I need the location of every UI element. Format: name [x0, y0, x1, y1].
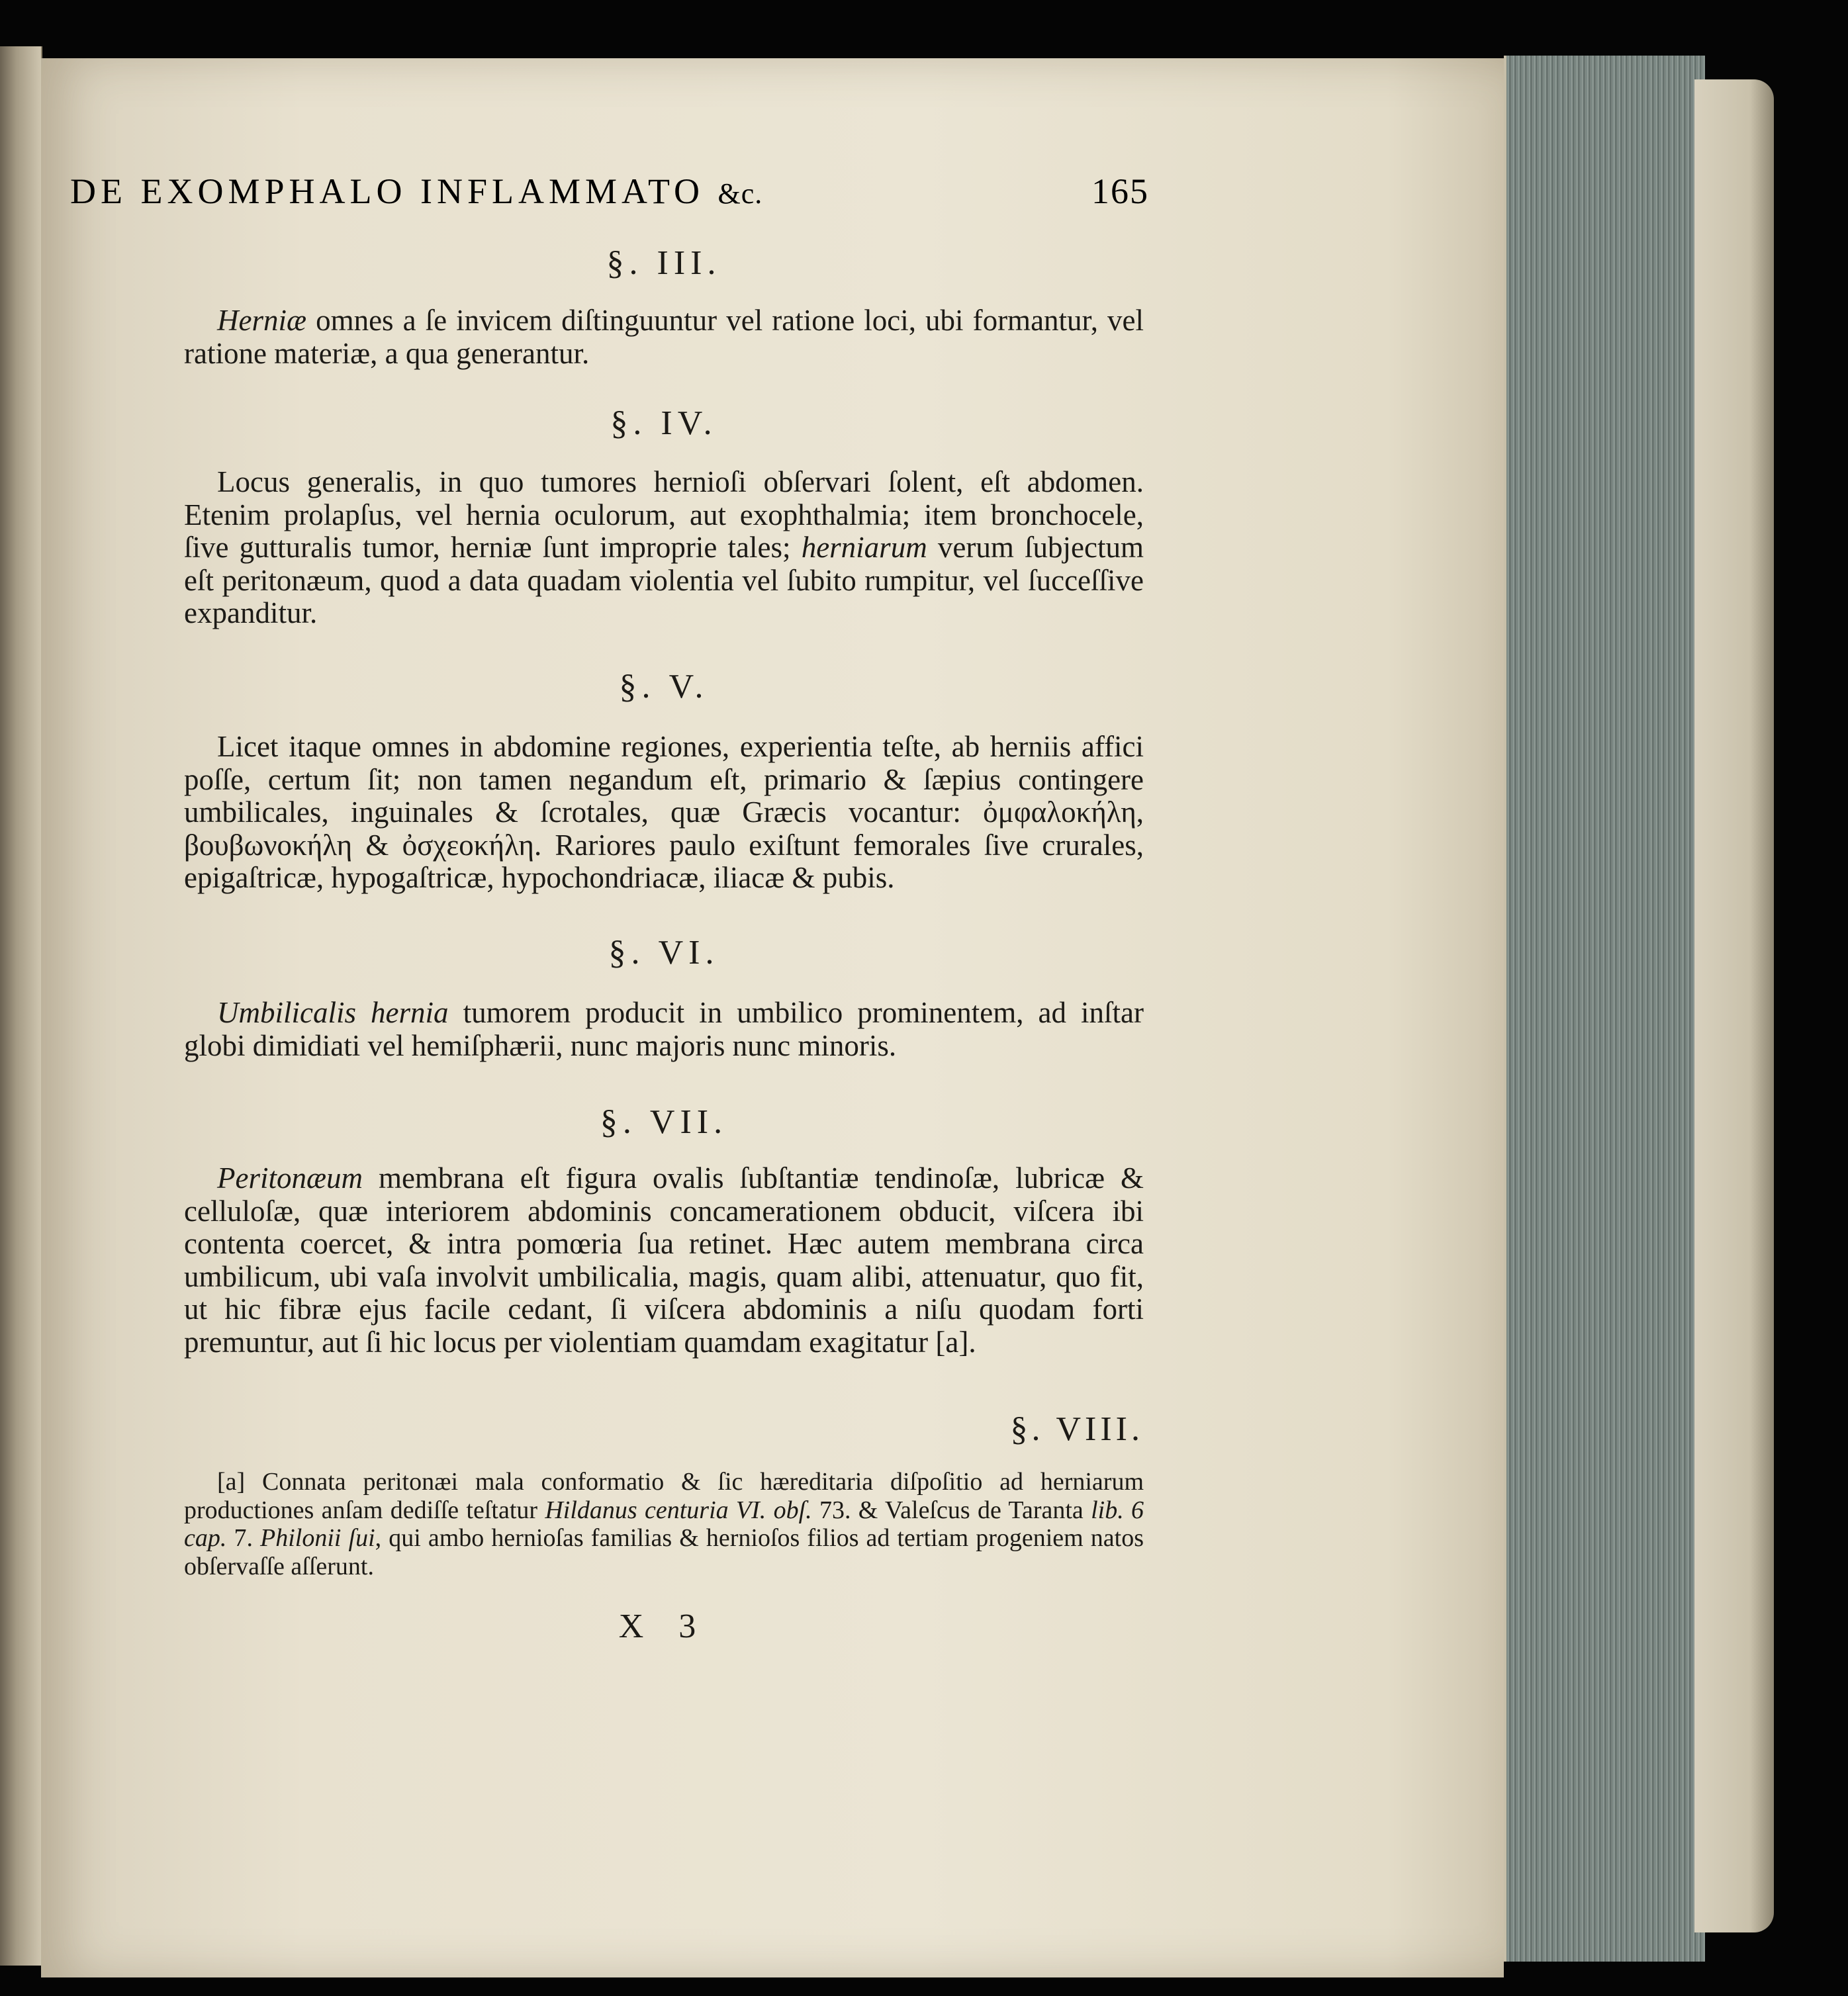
paragraph-text: tumorem producit in umbilico prominentem, ad inſtar globi dimidiati vel hemiſphærii, nunc majoris nunc minoris. [184, 996, 1144, 1062]
section-heading: §. V. [619, 668, 709, 705]
paragraph [184, 466, 1144, 630]
running-title: DE EXOMPHALO INFLAMMATO [70, 171, 705, 211]
paragraph-text: omnes a ſe invicem diſtinguuntur vel ratione loci, ubi formantur, vel ratione materiæ, a qua generantur. [184, 304, 1144, 370]
footnote-text: 7. [234, 1524, 253, 1552]
footnote-citation: Hildanus centuria VI. obſ. [545, 1496, 812, 1524]
italic-term: herniarum [801, 531, 927, 564]
paragraph-text: membrana eſt figura ovalis ſubſtantiæ tendinoſæ, lubricæ & celluloſæ, quæ interiorem abdominis concamerationem obducit, viſcera ibi contenta coercet, & intra pomœria ſua retinet. Hæc autem membrana circa umbilicum, ubi vaſa involvit umbilicalia, magis, quam alibi, attenuatur, quo fit, ut hic fibræ ejus facile cedant, ſi viſcera abdominis a niſu quodam forti premuntur, aut ſi hic locus per violentiam quamdam exagitatur [a]. [184, 1161, 1144, 1359]
paragraph-text: Locus generalis, in quo tumores hernioſi obſervari ſolent, eſt abdomen. Etenim prolapſus, vel hernia oculorum, aut exophthalmia; item bronchocele, ſive gutturalis tumor, herniæ ſunt improprie tales; [184, 465, 1144, 564]
section-heading: §. VI. [608, 934, 719, 972]
paragraph [184, 731, 1144, 895]
footnote-text: , qui ambo hernioſas familias & hernioſos filios ad tertiam progeniem natos obſervaſſe aſſerunt. [184, 1524, 1144, 1580]
footnote-text: Connata peritonæi mala conformatio & ſic hæreditaria diſpoſitio ad herniarum productiones anſam dediſſe teſtatur [184, 1468, 1144, 1524]
footnote-text: 73. & Valeſcus de Taranta [819, 1496, 1084, 1524]
running-head [70, 171, 1149, 212]
paragraph [184, 1162, 1144, 1359]
paragraph [184, 304, 1144, 370]
section-heading: §. VII. [600, 1103, 728, 1141]
page-number: 165 [1091, 171, 1149, 211]
footnote-citation: lib. 6 cap. [184, 1496, 1144, 1552]
section-heading: §. III. [606, 244, 721, 282]
paragraph-text: verum ſubjectum eſt peritonæum, quod a data quadam violentia vel ſubito rumpitur, vel ſucceſſive expanditur. [184, 531, 1144, 629]
italic-term: Peritonæum [217, 1161, 363, 1195]
italic-term: Herniæ [217, 304, 306, 337]
italic-term: Umbilicalis hernia [217, 996, 449, 1029]
section-heading: §. IV. [610, 404, 717, 442]
footnote-citation: Philonii ſui [260, 1524, 375, 1552]
page-block-edge [1504, 56, 1705, 1962]
paragraph-text: Licet itaque omnes in abdomine regiones, experientia teſte, ab herniis affici poſſe, certum ſit; non tamen negandum eſt, primario & ſæpius contingere umbilicales, inguinales & ſcrotales, quæ Græcis vocantur: ὀμφαλοκήλη, βουβωνοκήλη & ὀσχεοκήλη. Rariores paulo exiſtunt femorales ſive crurales, epigaſtricæ, hypogaſtricæ, hypochondriacæ, iliacæ & pubis. [184, 730, 1144, 894]
paragraph [184, 997, 1144, 1062]
facing-page-edge [0, 46, 42, 1966]
running-title-suffix: &c. [717, 177, 763, 210]
book-cover [1694, 79, 1774, 1932]
signature-mark: X 3 [618, 1608, 710, 1645]
footnote-marker: [a] [217, 1468, 246, 1496]
footnote [184, 1468, 1144, 1580]
catchword: §. VIII. [1010, 1410, 1144, 1448]
